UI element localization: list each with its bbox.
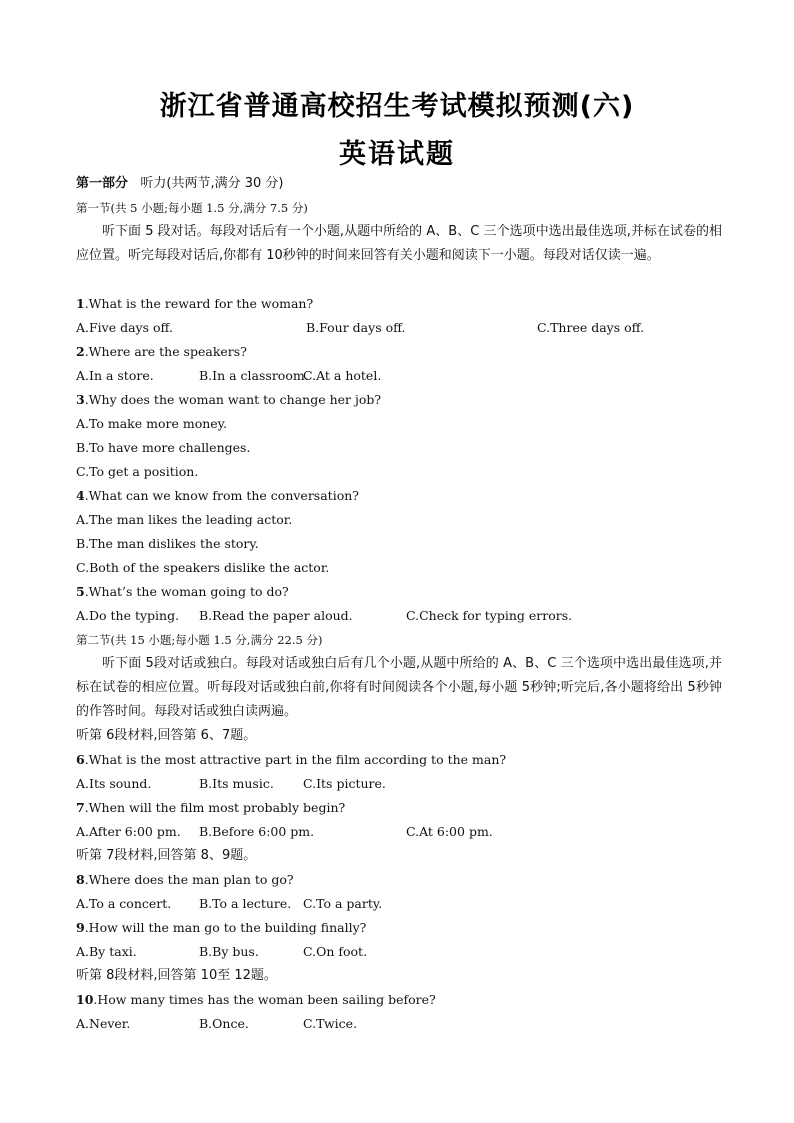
section2-instructions: 听下面 5段对话或独白。每段对话或独白后有几个小题,从题中所给的 A、B、C 三个选项中选出最佳选项,并标在试卷的相应位置。听每段对话或独白前,你将有时间阅读各个小题,每小题 5秒钟;听完后,各小题将给出 5秒钟的作答时间。每段对话或独白读两遍。 bbox=[76, 656, 722, 719]
q9-option-b: B.By bus. bbox=[199, 944, 259, 959]
question-5: 5.What’s the woman going to do? bbox=[76, 584, 289, 599]
section1-instructions: 听下面 5 段对话。每段对话后有一个小题,从题中所给的 A、B、C 三个选项中选出最佳选项,并标在试卷的相应位置。听完每段对话后,你都有 10秒钟的时间来回答有关小题和阅读下一小题。每段对话仅读一遍。 bbox=[76, 224, 722, 263]
exam-subtitle: 英语试题 bbox=[339, 139, 455, 170]
q6-option-c: C.Its picture. bbox=[303, 776, 386, 791]
material-7-note: 听第 7段材料,回答第 8、9题。 bbox=[76, 848, 257, 863]
q4-option-b: B.The man dislikes the story. bbox=[76, 536, 259, 551]
q7-option-c: C.At 6:00 pm. bbox=[406, 824, 493, 839]
q10-option-c: C.Twice. bbox=[303, 1016, 358, 1031]
section1-heading: 第一节(共 5 小题;每小题 1.5 分,满分 7.5 分) bbox=[76, 201, 308, 215]
q8-option-c: C.To a party. bbox=[303, 896, 383, 911]
part1-heading bbox=[76, 176, 284, 192]
q4-option-c: C.Both of the speakers dislike the actor. bbox=[76, 560, 330, 575]
material-8-note: 听第 8段材料,回答第 10至 12题。 bbox=[76, 968, 277, 983]
part1-desc: 听力(共两节,满分 30 分) bbox=[140, 176, 284, 191]
q3-option-a: A.To make more money. bbox=[76, 416, 228, 431]
q8-option-a: A.To a concert. bbox=[76, 896, 172, 911]
q10-option-b: B.Once. bbox=[199, 1016, 249, 1031]
q9-option-c: C.On foot. bbox=[303, 944, 368, 959]
q7-option-a: A.After 6:00 pm. bbox=[76, 824, 181, 839]
q3-option-b: B.To have more challenges. bbox=[76, 440, 251, 455]
q9-option-a: A.By taxi. bbox=[76, 944, 137, 959]
question-2: 2.Where are the speakers? bbox=[76, 344, 247, 359]
question-10: 10.How many times has the woman been sailing before? bbox=[76, 992, 436, 1007]
q1-option-a: A.Five days off. bbox=[76, 320, 173, 335]
q7-option-b: B.Before 6:00 pm. bbox=[199, 824, 315, 839]
q8-option-b: B.To a lecture. bbox=[199, 896, 292, 911]
question-8: 8.Where does the man plan to go? bbox=[76, 872, 294, 887]
q5-option-b: B.Read the paper aloud. bbox=[199, 608, 353, 623]
q5-option-a: A.Do the typing. bbox=[76, 608, 180, 623]
question-7: 7.When will the film most probably begin? bbox=[76, 800, 346, 815]
question-6: 6.What is the most attractive part in the film according to the man? bbox=[76, 752, 507, 767]
q2-option-a: A.In a store. bbox=[76, 368, 154, 383]
q1-option-c: C.Three days off. bbox=[537, 320, 645, 335]
q5-option-c: C.Check for typing errors. bbox=[406, 608, 573, 623]
q1-option-b: B.Four days off. bbox=[306, 320, 406, 335]
material-6-note: 听第 6段材料,回答第 6、7题。 bbox=[76, 728, 257, 743]
q10-option-a: A.Never. bbox=[76, 1016, 131, 1031]
q2-option-c: C.At a hotel. bbox=[303, 368, 382, 383]
q4-option-a: A.The man likes the leading actor. bbox=[76, 512, 293, 527]
q6-option-a: A.Its sound. bbox=[76, 776, 152, 791]
q3-option-c: C.To get a position. bbox=[76, 464, 199, 479]
question-3: 3.Why does the woman want to change her job? bbox=[76, 392, 382, 407]
exam-title: 浙江省普通高校招生考试模拟预测(六) bbox=[159, 91, 635, 122]
question-1: 1.What is the reward for the woman? bbox=[76, 296, 314, 311]
q6-option-b: B.Its music. bbox=[199, 776, 274, 791]
part1-name: 第一部分 bbox=[76, 176, 129, 191]
q2-option-b: B.In a classroom. bbox=[199, 368, 309, 383]
section2-heading: 第二节(共 15 小题;每小题 1.5 分,满分 22.5 分) bbox=[76, 633, 323, 647]
question-4: 4.What can we know from the conversation? bbox=[76, 488, 359, 503]
question-9: 9.How will the man go to the building finally? bbox=[76, 920, 367, 935]
